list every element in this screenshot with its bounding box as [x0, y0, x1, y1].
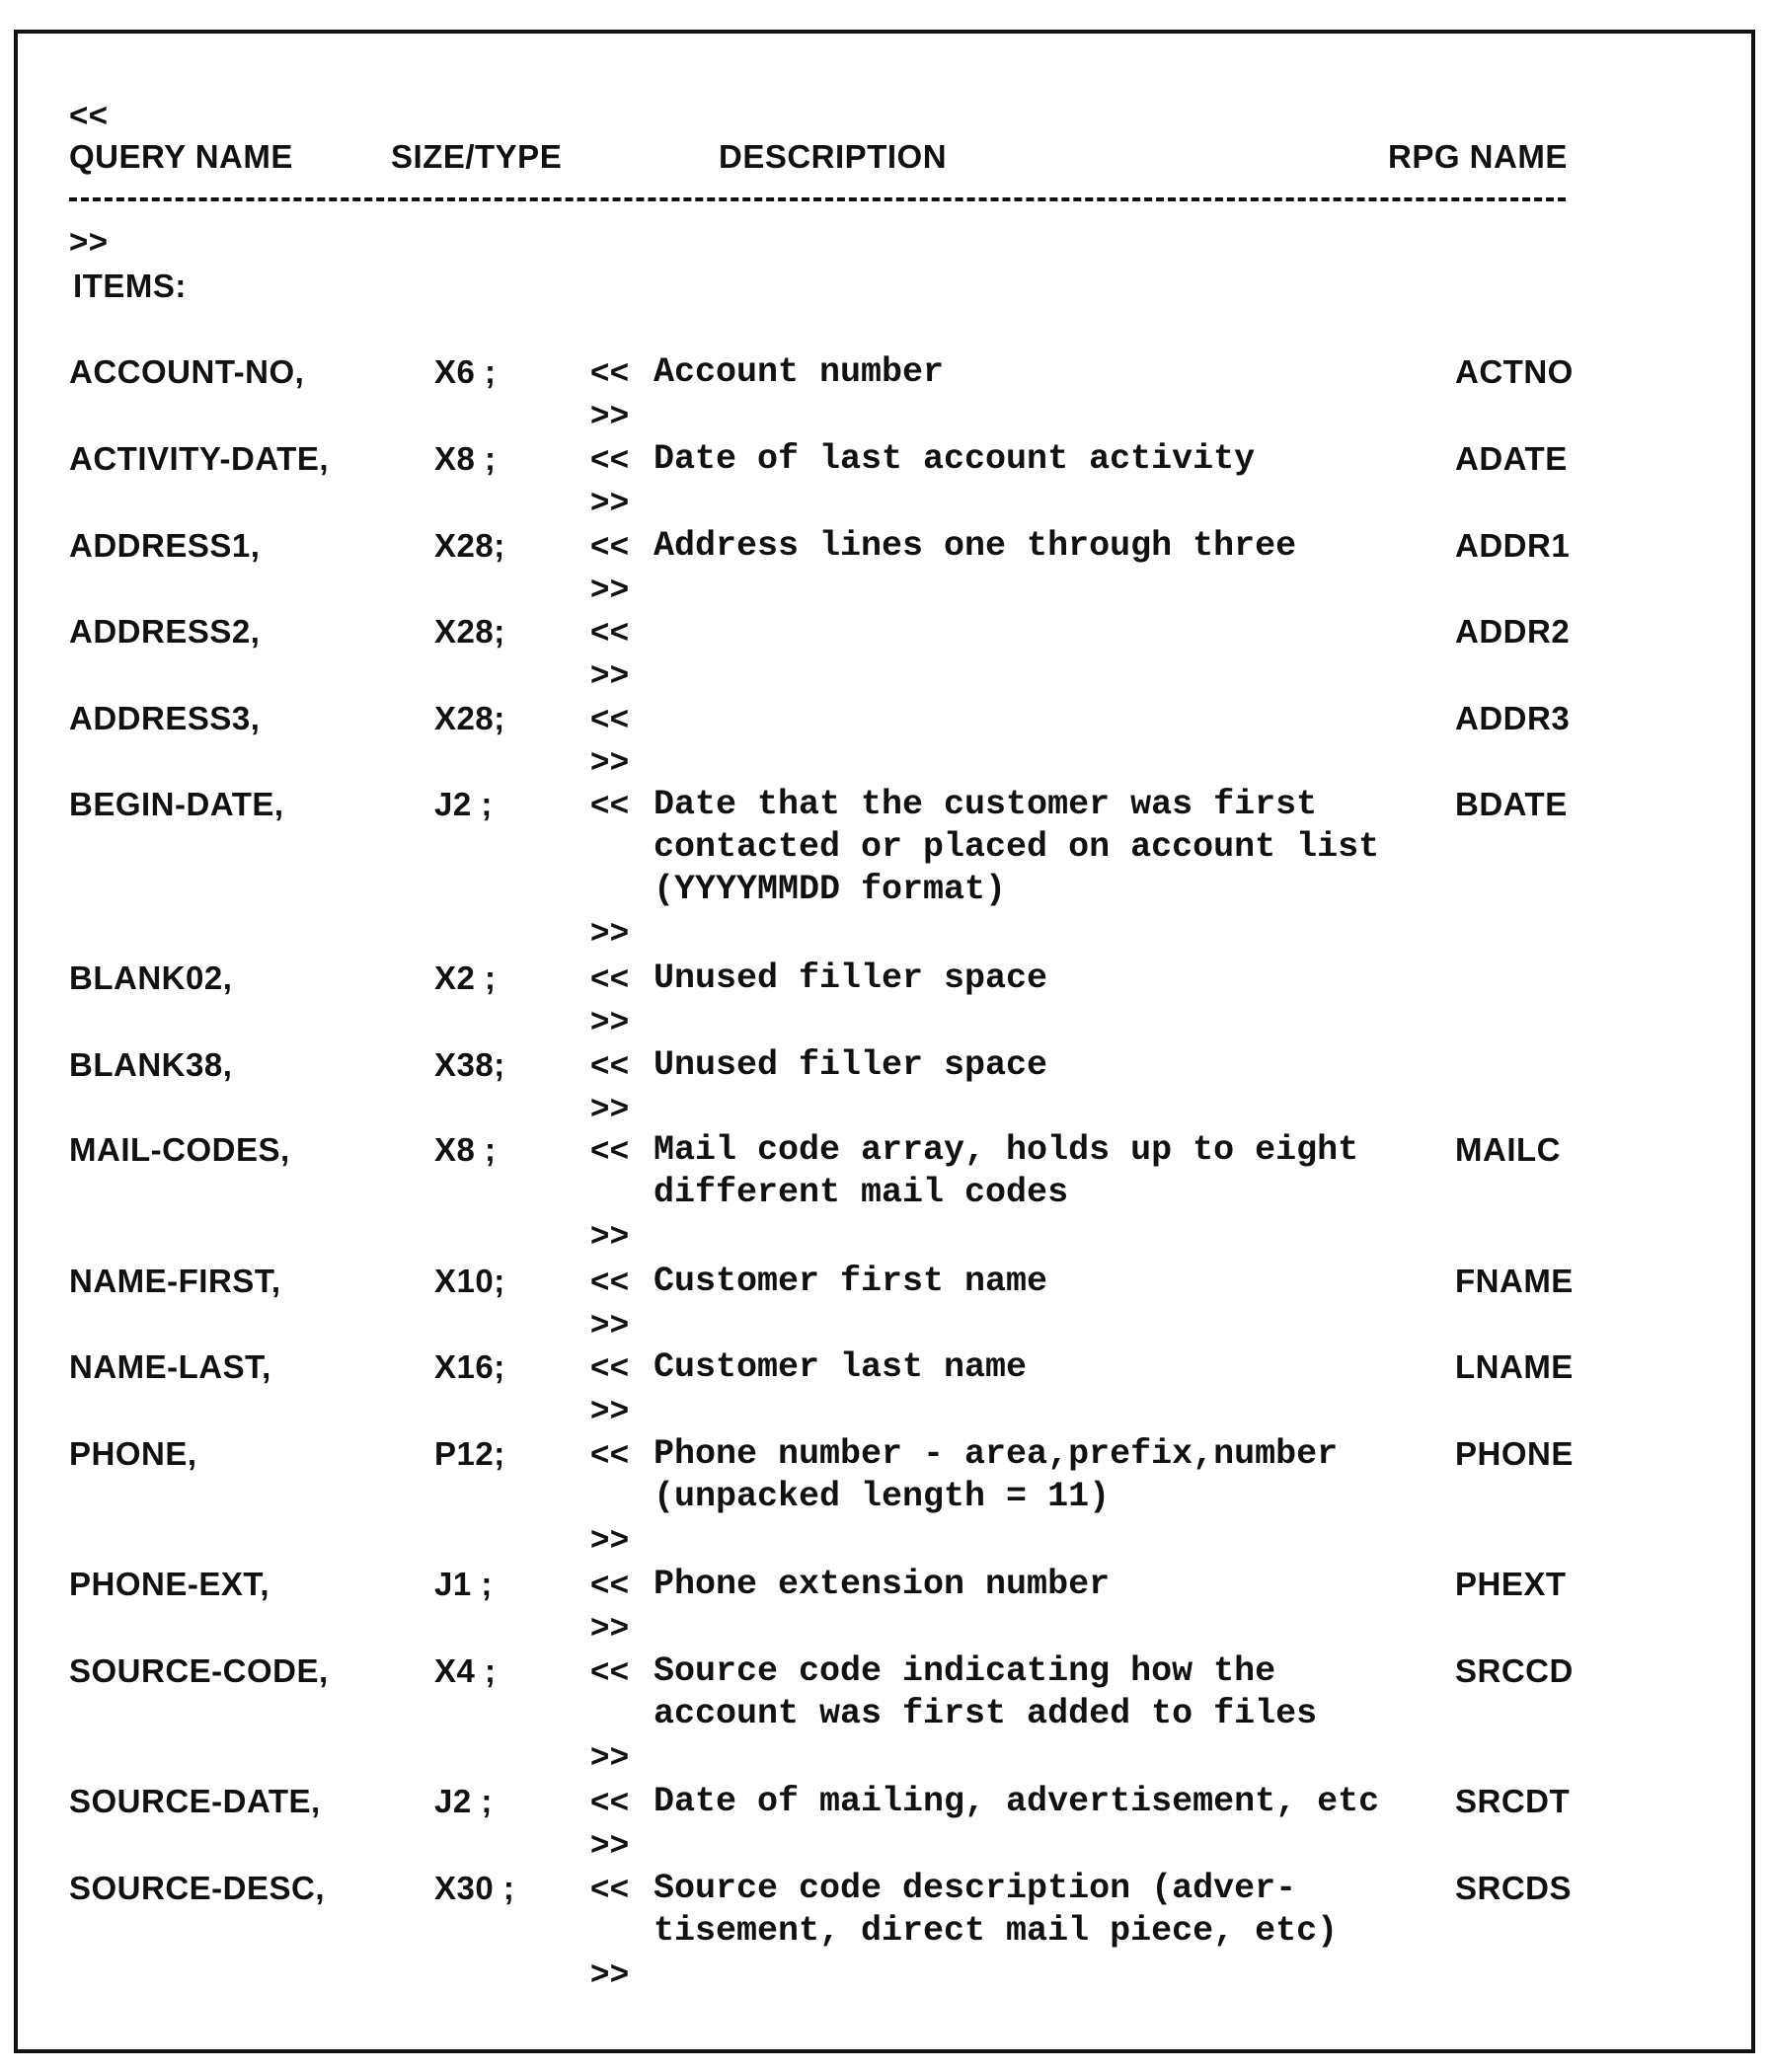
item-open-marker: << — [590, 1652, 630, 1689]
item-close-marker: >> — [590, 483, 630, 519]
document-frame — [14, 30, 1755, 2053]
item-description-line: different mail codes — [654, 1173, 1069, 1212]
item-query-name: PHONE-EXT, — [69, 1566, 270, 1602]
item-size-type: X16; — [434, 1348, 505, 1385]
item-description-line: Unused filler space — [654, 1045, 1048, 1085]
header-close-marker: >> — [69, 223, 109, 260]
item-size-type: X6 ; — [434, 353, 497, 390]
item-rpg-name: ADDR1 — [1455, 527, 1571, 564]
item-open-marker: << — [590, 527, 630, 564]
item-rpg-name: FNAME — [1455, 1263, 1574, 1299]
item-open-marker: << — [590, 353, 630, 390]
item-rpg-name: MAILC — [1455, 1131, 1561, 1168]
item-size-type: X28; — [434, 613, 505, 650]
item-query-name: ADDRESS3, — [69, 700, 261, 736]
item-rpg-name: ADDR2 — [1455, 613, 1571, 650]
item-query-name: MAIL-CODES, — [69, 1131, 290, 1168]
item-rpg-name: ADDR3 — [1455, 700, 1571, 736]
item-description-line: Customer first name — [654, 1262, 1048, 1301]
item-size-type: X38; — [434, 1046, 505, 1083]
item-query-name: ADDRESS2, — [69, 613, 261, 650]
item-rpg-name: BDATE — [1455, 786, 1568, 822]
item-close-marker: >> — [590, 1216, 630, 1253]
item-rpg-name: PHONE — [1455, 1435, 1574, 1472]
column-header-description: DESCRIPTION — [719, 138, 948, 175]
item-open-marker: << — [590, 1435, 630, 1472]
item-query-name: NAME-LAST, — [69, 1348, 271, 1385]
item-query-name: ACCOUNT-NO, — [69, 353, 305, 390]
item-description-line: Date of mailing, advertisement, etc — [654, 1782, 1380, 1821]
item-close-marker: >> — [590, 742, 630, 779]
item-query-name: BLANK02, — [69, 959, 233, 996]
item-open-marker: << — [590, 1263, 630, 1299]
item-close-marker: >> — [590, 1737, 630, 1774]
header-divider — [69, 197, 1566, 201]
item-size-type: X4 ; — [434, 1652, 497, 1689]
item-description-line: Unused filler space — [654, 959, 1048, 998]
item-rpg-name: ACTNO — [1455, 353, 1574, 390]
items-section-label: ITEMS: — [73, 268, 187, 304]
item-size-type: X8 ; — [434, 440, 497, 477]
item-query-name: ACTIVITY-DATE, — [69, 440, 330, 477]
item-query-name: NAME-FIRST, — [69, 1263, 281, 1299]
item-size-type: X28; — [434, 700, 505, 736]
item-rpg-name: ADATE — [1455, 440, 1568, 477]
item-close-marker: >> — [590, 1391, 630, 1427]
item-size-type: X8 ; — [434, 1131, 497, 1168]
item-open-marker: << — [590, 1046, 630, 1083]
item-close-marker: >> — [590, 1608, 630, 1645]
item-rpg-name: SRCDT — [1455, 1783, 1571, 1819]
item-size-type: P12; — [434, 1435, 505, 1472]
item-description-line: account was first added to files — [654, 1694, 1318, 1733]
header-open-marker: << — [69, 97, 109, 133]
item-query-name: ADDRESS1, — [69, 527, 261, 564]
item-open-marker: << — [590, 440, 630, 477]
item-description-line: Phone number - area,prefix,number — [654, 1434, 1339, 1474]
item-close-marker: >> — [590, 913, 630, 950]
item-close-marker: >> — [590, 396, 630, 432]
item-rpg-name: LNAME — [1455, 1348, 1574, 1385]
item-query-name: SOURCE-DESC, — [69, 1870, 326, 1906]
item-rpg-name: SRCCD — [1455, 1652, 1574, 1689]
item-description-line: Source code indicating how the — [654, 1651, 1276, 1691]
item-close-marker: >> — [590, 1002, 630, 1038]
item-open-marker: << — [590, 1131, 630, 1168]
item-description-line: Customer last name — [654, 1347, 1028, 1387]
item-size-type: J2 ; — [434, 786, 493, 822]
item-size-type: J2 ; — [434, 1783, 493, 1819]
item-query-name: BEGIN-DATE, — [69, 786, 284, 822]
item-rpg-name: SRCDS — [1455, 1870, 1573, 1906]
item-open-marker: << — [590, 1783, 630, 1819]
item-close-marker: >> — [590, 1955, 630, 1991]
column-header-size-type: SIZE/TYPE — [391, 138, 563, 175]
item-description-line: Date of last account activity — [654, 439, 1256, 479]
item-open-marker: << — [590, 700, 630, 736]
item-query-name: SOURCE-CODE, — [69, 1652, 329, 1689]
item-close-marker: >> — [590, 1089, 630, 1125]
item-close-marker: >> — [590, 570, 630, 606]
item-size-type: J1 ; — [434, 1566, 493, 1602]
column-header-rpg-name: RPG NAME — [1388, 138, 1568, 175]
item-description-line: Phone extension number — [654, 1565, 1111, 1604]
column-header-query-name: QUERY NAME — [69, 138, 293, 175]
item-close-marker: >> — [590, 1305, 630, 1342]
item-query-name: SOURCE-DATE, — [69, 1783, 321, 1819]
item-open-marker: << — [590, 613, 630, 650]
item-description-line: tisement, direct mail piece, etc) — [654, 1911, 1339, 1951]
item-rpg-name: PHEXT — [1455, 1566, 1567, 1602]
item-query-name: BLANK38, — [69, 1046, 233, 1083]
item-close-marker: >> — [590, 655, 630, 692]
item-description-line: (unpacked length = 11) — [654, 1477, 1111, 1516]
item-open-marker: << — [590, 959, 630, 996]
item-query-name: PHONE, — [69, 1435, 197, 1472]
item-open-marker: << — [590, 1348, 630, 1385]
item-description-line: Date that the customer was first — [654, 785, 1318, 824]
item-close-marker: >> — [590, 1825, 630, 1862]
item-open-marker: << — [590, 786, 630, 822]
item-close-marker: >> — [590, 1520, 630, 1557]
item-description-line: Account number — [654, 352, 945, 392]
item-size-type: X28; — [434, 527, 505, 564]
item-description-line: Source code description (adver- — [654, 1869, 1297, 1908]
item-description-line: contacted or placed on account list — [654, 827, 1380, 867]
item-description-line: Mail code array, holds up to eight — [654, 1130, 1359, 1170]
item-size-type: X2 ; — [434, 959, 497, 996]
item-description-line: Address lines one through three — [654, 526, 1297, 566]
item-description-line: (YYYYMMDD format) — [654, 870, 1007, 909]
item-size-type: X30 ; — [434, 1870, 515, 1906]
item-open-marker: << — [590, 1566, 630, 1602]
item-size-type: X10; — [434, 1263, 505, 1299]
item-open-marker: << — [590, 1870, 630, 1906]
